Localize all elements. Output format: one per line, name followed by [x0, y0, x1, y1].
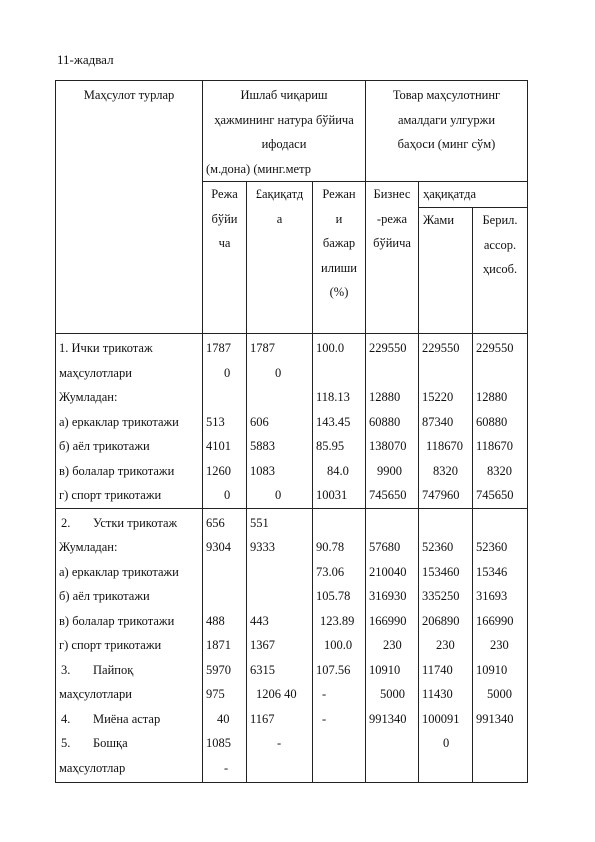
header-assort: Берил. ассор. ҳисоб.	[473, 208, 528, 334]
group1-pct: 100.0 118.13 143.45 85.95 84.0 10031	[313, 334, 366, 509]
data-table	[55, 80, 528, 783]
group1-assort: 229550 12880 60880 118670 8320 745650	[473, 334, 528, 509]
header-volume-value: Товар маҳсулотнинг амалдаги улгуржи баҳоси (минг сўм)	[366, 81, 528, 182]
header-actual: £ақиқатд а	[247, 182, 313, 334]
header-actually: ҳақиқатда	[419, 182, 528, 208]
header-plan-exec: Режан и бажар илиши (%)	[313, 182, 366, 334]
group2-names: 2. Устки трикотаж Жумладан: а) еркаклар трикотажи б) аёл трикотажи в) болалар трикотажи г) спорт трикотажи 3. Пайпоқ маҳсулотлари 4. Миёна астар 5. Бошқа маҳсулотлар	[56, 508, 203, 782]
table-row	[56, 508, 528, 782]
group1-actual: 1787 0 606 5883 1083 0	[247, 334, 313, 509]
header-total: Жами	[419, 208, 473, 334]
group2-pct: 90.78 73.06 105.78 123.89 100.0 107.56 - -	[313, 508, 366, 782]
group2-assort: 52360 15346 31693 166990 230 10910 5000 991340	[473, 508, 528, 782]
header-product-types: Маҳсулот турлар	[56, 81, 203, 334]
group2-total: 52360 153460 335250 206890 230 11740 11430 100091 0	[419, 508, 473, 782]
group1-business: 229550 12880 60880 138070 9900 745650	[366, 334, 419, 509]
header-production-natural: Ишлаб чиқариш ҳажмининг натура бўйича ифодаси (м.дона) (минг.метр	[203, 81, 366, 182]
group2-plan: 656 9304 488 1871 5970 975 40 1085 -	[203, 508, 247, 782]
header-business-plan: Бизнес -режа бўйича	[366, 182, 419, 334]
group2-actual: 551 9333 443 1367 6315 1206 40 1167 -	[247, 508, 313, 782]
table-caption: 11-жадвал	[57, 52, 114, 67]
group1-total: 229550 15220 87340 118670 8320 747960	[419, 334, 473, 509]
group1-names: 1. Ички трикотаж маҳсулотлари Жумладан: а) еркаклар трикотажи б) аёл трикотажи в) болалар трикотажи г) спорт трикотажи	[56, 334, 203, 509]
header-plan: Режа бўйи ча	[203, 182, 247, 334]
group2-business: 57680 210040 316930 166990 230 10910 5000 991340	[366, 508, 419, 782]
table-row	[56, 334, 528, 509]
group1-plan: 1787 0 513 4101 1260 0	[203, 334, 247, 509]
